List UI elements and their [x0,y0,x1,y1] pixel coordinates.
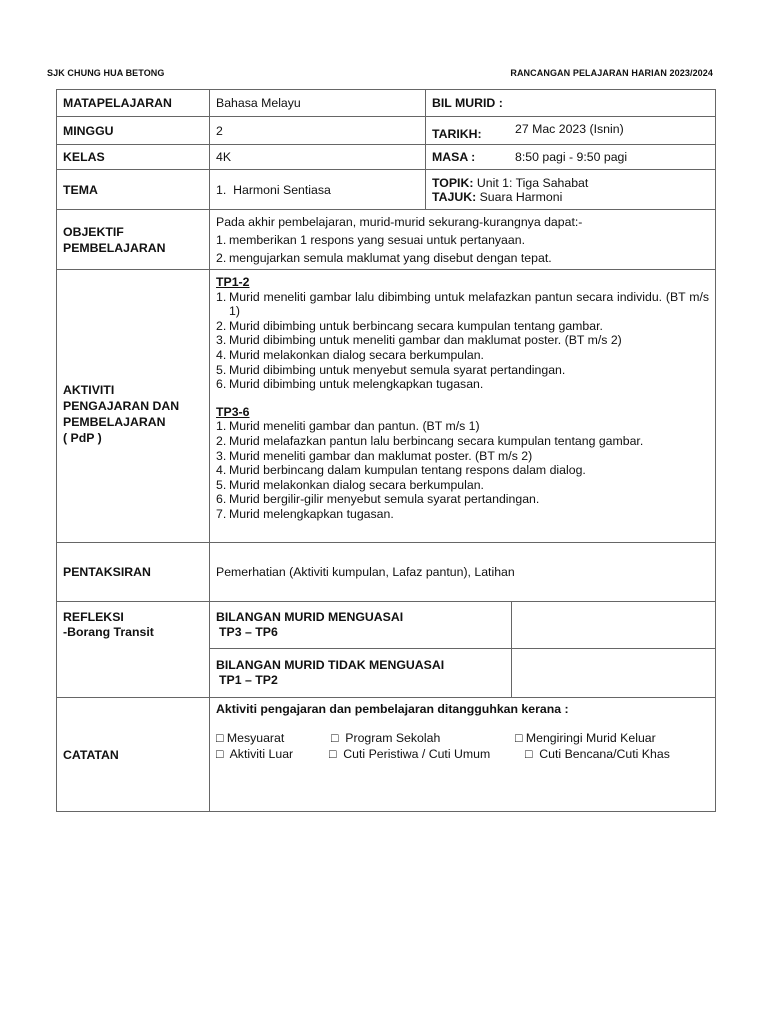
item-text: Murid bergilir-gilir menyebut semula syarat pertandingan. [229,492,540,507]
tp36-item [216,463,709,478]
label-bilangan-menguasai [210,602,512,649]
option-label: Mengiringi Murid Keluar [525,731,656,745]
row-catatan [57,698,716,812]
item-number: 1. [216,232,227,247]
row-pentaksiran [57,543,716,602]
value-matapelajaran: Bahasa Melayu [210,90,426,117]
option-mengiringi-murid-keluar[interactable] [515,730,656,746]
objektif-item [216,231,709,249]
label-tarikh: TARIKH: [432,126,482,141]
item-text: Murid meneliti gambar dan pantun. (BT m/s 1) [229,419,480,434]
option-cuti-bencana[interactable] [525,746,670,762]
objektif-intro: Pada akhir pembelajaran, murid-murid sekurang-kurangnya dapat:- [216,214,583,229]
value-tema [210,170,426,210]
tp12-item [216,319,709,334]
label-objektif-line2: PEMBELAJARAN [63,240,166,255]
tp36-item [216,478,709,493]
item-number: 1. [216,419,227,434]
tp36-item [216,449,709,464]
item-text: Murid dibimbing untuk menyebut semula syarat pertandingan. [229,362,566,377]
item-text: Murid dibimbing untuk berbincang secara kumpulan tentang gambar. [229,318,603,333]
menguasai-line2: TP3 – TP6 [219,625,278,639]
item-number: 4. [216,463,227,478]
item-number: 7. [216,506,227,521]
label-tajuk: TAJUK: [432,189,477,204]
item-number: 2. [216,250,227,265]
value-pentaksiran: Pemerhatian (Aktiviti kumpulan, Lafaz pantun), Latihan [210,543,716,602]
school-name: SJK CHUNG HUA BETONG [47,68,165,78]
checkbox-icon[interactable]: □ [329,747,337,761]
item-number: 3. [216,448,227,463]
row-kelas [57,145,716,170]
item-text: Murid melengkapkan tugasan. [229,506,394,521]
cell-topik-tajuk [426,170,716,210]
cell-masa [426,145,716,170]
item-number: 6. [216,377,227,392]
cell-tarikh [426,117,716,145]
label-aktiviti-line2: PENGAJARAN DAN [63,399,180,413]
label-objektif-line1: OBJEKTIF [63,224,124,239]
tema-number: 1. [216,182,227,197]
tp12-item [216,377,709,392]
option-label: Mesyuarat [226,731,285,745]
catatan-options-row2 [216,746,709,762]
row-matapelajaran [57,90,716,117]
tp12-heading: TP1-2 [216,275,250,289]
tp12-item [216,348,709,363]
label-topik: TOPIK: [432,175,474,190]
tidak-menguasai-line1: BILANGAN MURID TIDAK MENGUASAI [216,658,445,672]
item-text: Murid melakonkan dialog secara berkumpulan. [229,347,484,362]
item-number: 5. [216,477,227,492]
checkbox-icon[interactable]: □ [331,731,339,745]
value-bilangan-menguasai [512,602,716,649]
tp12-item [216,333,709,348]
option-label: Program Sekolah [345,731,441,745]
label-refleksi [57,602,210,698]
item-number: 2. [216,318,227,333]
objektif-content [210,210,716,270]
tp36-item [216,492,709,507]
option-label: Cuti Bencana/Cuti Khas [539,747,670,761]
option-aktiviti-luar[interactable] [216,746,329,762]
value-topik: Unit 1: Tiga Sahabat [476,175,589,190]
item-number: 2. [216,433,227,448]
row-objektif [57,210,716,270]
value-tarikh: 27 Mac 2023 (Isnin) [515,121,624,136]
value-kelas: 4K [210,145,426,170]
label-tema: TEMA [57,170,210,210]
checkbox-icon[interactable]: □ [515,731,523,745]
catatan-content [210,698,716,812]
menguasai-line1: BILANGAN MURID MENGUASAI [216,610,404,624]
item-number: 1. [216,289,227,304]
row-aktiviti [57,270,716,543]
value-minggu: 2 [210,117,426,145]
label-objektif [57,210,210,270]
option-cuti-peristiwa[interactable] [329,746,525,762]
item-text: Murid melafazkan pantun lalu berbincang secara kumpulan tentang gambar. [229,433,644,448]
aktiviti-content [210,270,716,543]
row-refleksi-menguasai [57,602,716,649]
row-tema [57,170,716,210]
tp12-item [216,363,709,378]
label-pentaksiran: PENTAKSIRAN [57,543,210,602]
lesson-plan-table [56,89,716,812]
label-aktiviti [57,270,210,543]
item-text: memberikan 1 respons yang sesuai untuk pertanyaan. [229,232,525,247]
catatan-heading: Aktiviti pengajaran dan pembelajaran ditangguhkan kerana : [216,702,569,716]
item-number: 4. [216,347,227,362]
tp36-heading: TP3-6 [216,404,250,419]
label-aktiviti-line3: PEMBELAJARAN [63,415,166,429]
item-number: 6. [216,492,227,507]
checkbox-icon[interactable]: □ [525,747,533,761]
item-number: 3. [216,333,227,348]
label-bilangan-tidak-menguasai [210,649,512,698]
label-masa: MASA : [432,150,476,164]
tp12-item [216,290,709,319]
item-text: Murid dibimbing untuk melengkapkan tugasan. [229,377,484,392]
label-catatan: CATATAN [57,698,210,812]
option-mesyuarat[interactable] [216,730,331,746]
document-title: RANCANGAN PELAJARAN HARIAN 2023/2024 [510,68,713,78]
label-minggu: MINGGU [57,117,210,145]
tema-text: Harmoni Sentiasa [233,182,331,197]
item-text: Murid meneliti gambar lalu dibimbing untuk melafazkan pantun secara individu. (BT m/s 1) [229,289,710,319]
value-masa: 8:50 pagi - 9:50 pagi [515,150,628,164]
label-bil-murid: BIL MURID : [426,90,716,117]
item-number: 5. [216,362,227,377]
checkbox-icon[interactable]: □ [216,747,224,761]
row-minggu [57,117,716,145]
item-text: Murid melakonkan dialog secara berkumpulan. [229,477,484,492]
item-text: mengujarkan semula maklumat yang disebut dengan tepat. [229,250,552,265]
value-bilangan-tidak-menguasai [512,649,716,698]
tp36-item [216,507,709,522]
item-text: Murid dibimbing untuk meneliti gambar dan maklumat poster. (BT m/s 2) [229,333,622,348]
value-tajuk: Suara Harmoni [479,189,563,204]
tidak-menguasai-line2: TP1 – TP2 [219,673,278,687]
item-text: Murid meneliti gambar dan maklumat poster. (BT m/s 2) [229,448,533,463]
option-program-sekolah[interactable] [331,730,515,746]
option-label: Cuti Peristiwa / Cuti Umum [343,747,491,761]
tp36-item [216,419,709,434]
label-refleksi-line2: -Borang Transit [63,625,154,639]
label-aktiviti-line1: AKTIVITI [63,383,115,397]
tp36-item [216,434,709,449]
label-kelas: KELAS [57,145,210,170]
label-matapelajaran: MATAPELAJARAN [57,90,210,117]
label-aktiviti-line4: ( PdP ) [63,431,102,445]
item-text: Murid berbincang dalam kumpulan tentang respons dalam dialog. [229,463,586,478]
objektif-item [216,249,709,267]
option-label: Aktiviti Luar [229,747,294,761]
catatan-options-row1 [216,730,709,746]
label-refleksi-line1: REFLEKSI [63,610,124,624]
checkbox-icon[interactable]: □ [216,731,224,745]
